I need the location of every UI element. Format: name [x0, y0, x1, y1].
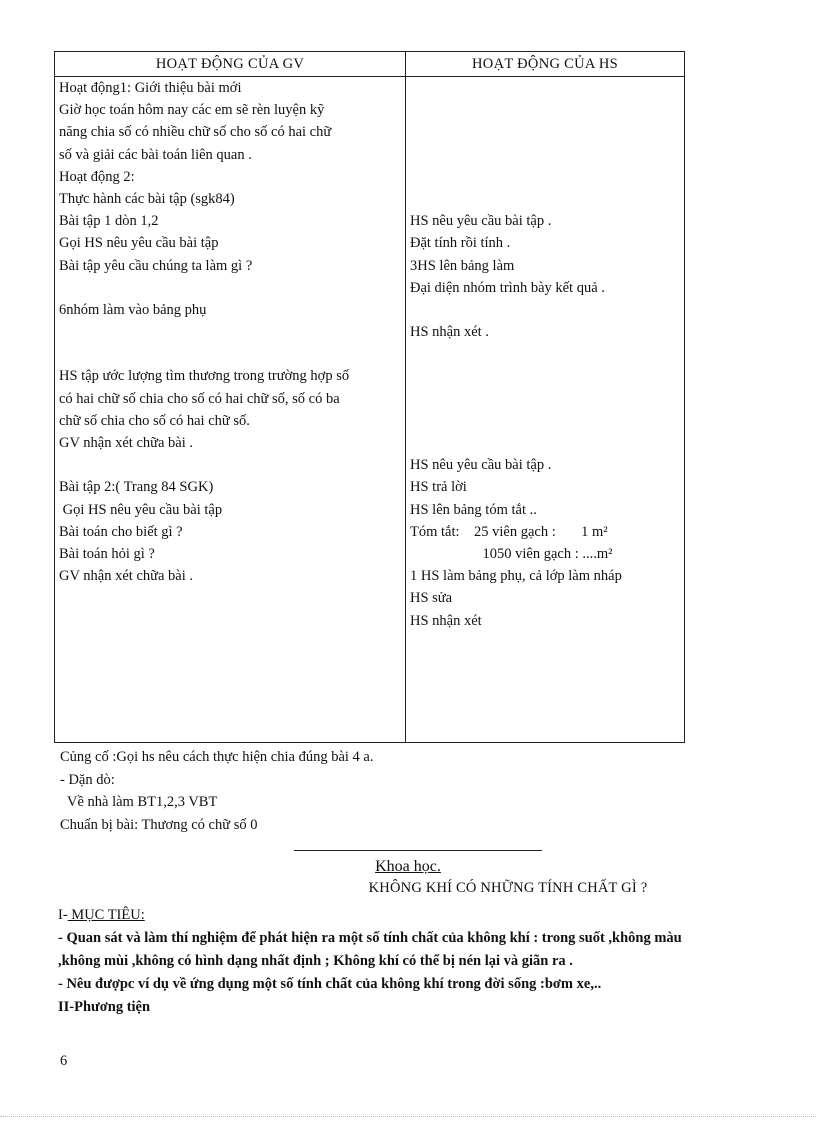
activity-line: Đặt tính rồi tính .: [410, 235, 511, 252]
activity-line: 3HS lên bảng làm: [410, 257, 515, 274]
activity-line: HS nêu yêu cầu bài tập .: [410, 213, 552, 230]
activity-line: [410, 99, 680, 121]
lesson-wrap-up: [60, 746, 374, 836]
activity-line: [410, 343, 680, 365]
objectives-block: [58, 904, 788, 1019]
activity-line: [410, 432, 680, 454]
activity-line: [410, 365, 680, 387]
homework-heading: - Dặn dò:: [60, 771, 115, 788]
activity-line: HS trả lời: [410, 479, 467, 496]
lesson-activity-table: [54, 51, 685, 743]
activity-line: HS nhận xét: [410, 612, 482, 629]
activity-line: Giờ học toán hôm nay các em sẽ rèn luyện kỹ: [59, 102, 325, 119]
table-header-row: [55, 52, 685, 77]
consolidation-line: Củng cố :Gọi hs nêu cách thực hiện chia đúng bài 4 a.: [60, 749, 374, 765]
activity-line: số và giải các bài toán liên quan .: [59, 146, 252, 163]
activity-line: [410, 144, 680, 166]
activity-line: [410, 188, 680, 210]
activity-line: HS lên bảng tóm tắt ..: [410, 501, 537, 518]
objectives-heading: [58, 904, 788, 927]
activity-line: [410, 166, 680, 188]
activity-line: Gọi HS nêu yêu cầu bài tập: [59, 501, 223, 518]
activity-line: [410, 388, 680, 410]
objective-line: ,không mùi ,không có hình dạng nhất định ; Không khí có thể bị nén lại và giãn ra .: [58, 953, 573, 969]
header-teacher-activity: HOẠT ĐỘNG CỦA GV: [55, 52, 406, 77]
activity-line: [59, 343, 401, 365]
activity-line: HS nêu yêu cầu bài tập .: [410, 457, 552, 474]
objectives-heading-text: MỤC TIÊU:: [67, 907, 145, 923]
activity-line: HS tập ước lượng tìm thương trong trường hợp số: [59, 368, 350, 385]
next-lesson-line: Chuẩn bị bài: Thương có chữ số 0: [60, 816, 258, 833]
activity-line: Gọi HS nêu yêu cầu bài tập: [59, 235, 219, 252]
student-activity-cell: [406, 77, 685, 743]
activity-line: 6nhóm làm vào bảng phụ: [59, 301, 207, 318]
activity-line: [410, 410, 680, 432]
activity-line: có hai chữ số chia cho số có hai chữ số, số có ba: [59, 390, 340, 407]
page-bottom-border: [0, 1116, 816, 1117]
activity-line: 1050 viên gạch : ....m²: [410, 545, 613, 562]
homework-line: Về nhà làm BT1,2,3 VBT: [60, 794, 218, 810]
activity-line: HS sửa: [410, 590, 453, 607]
section-title: Khoa học.: [375, 858, 441, 875]
activity-line: Hoạt động 2:: [59, 168, 135, 185]
page-number: 6: [60, 1053, 68, 1069]
activity-line: Bài tập 1 dòn 1,2: [59, 213, 159, 230]
activity-line: GV nhận xét chữa bài .: [59, 568, 194, 585]
activity-line: [410, 121, 680, 143]
activity-line: Bài toán cho biết gì ?: [59, 523, 183, 540]
activity-line: chữ số chia cho số có hai chữ số.: [59, 412, 250, 429]
activity-line: Bài tập 2:( Trang 84 SGK): [59, 479, 214, 496]
activity-line: Hoạt động1: Giới thiệu bài mới: [59, 80, 242, 96]
table-body-row: [55, 77, 685, 743]
section-subtitle: KHÔNG KHÍ CÓ NHỮNG TÍNH CHẤT GÌ ?: [368, 880, 648, 896]
activity-line: Bài tập yêu cầu chúng ta làm gì ?: [59, 257, 253, 274]
activity-line: [410, 299, 680, 321]
activity-line: HS nhận xét .: [410, 324, 489, 341]
resources-heading: II-Phương tiện: [58, 999, 151, 1015]
activity-line: Bài toán hỏi gì ?: [59, 545, 155, 562]
section-divider: [294, 850, 542, 851]
activity-line: năng chia số có nhiều chữ số cho số có hai chữ: [59, 124, 332, 141]
objectives-prefix: I-: [58, 907, 68, 923]
activity-line: 1 HS làm bảng phụ, cả lớp làm nháp: [410, 568, 622, 585]
activity-line: GV nhận xét chữa bài .: [59, 435, 194, 451]
activity-line: Đại diện nhóm trình bày kết quả .: [410, 279, 605, 296]
activity-line: [59, 454, 401, 476]
activity-line: Tóm tắt: 25 viên gạch : 1 m²: [410, 523, 608, 540]
objective-line: - Nêu đượpc ví dụ về ứng dụng một số tính chất của không khí trong đời sống :bơm xe,..: [58, 976, 602, 992]
activity-line: [59, 321, 401, 343]
objective-line: - Quan sát và làm thí nghiệm để phát hiện ra một số tính chất của không khí : trong suốt ,không màu: [58, 930, 682, 946]
teacher-activity-cell: [55, 77, 406, 743]
header-student-activity: HOẠT ĐỘNG CỦA HS: [406, 52, 685, 77]
activity-line: Thực hành các bài tập (sgk84): [59, 190, 235, 207]
activity-line: [59, 277, 401, 299]
activity-line: [410, 77, 680, 99]
